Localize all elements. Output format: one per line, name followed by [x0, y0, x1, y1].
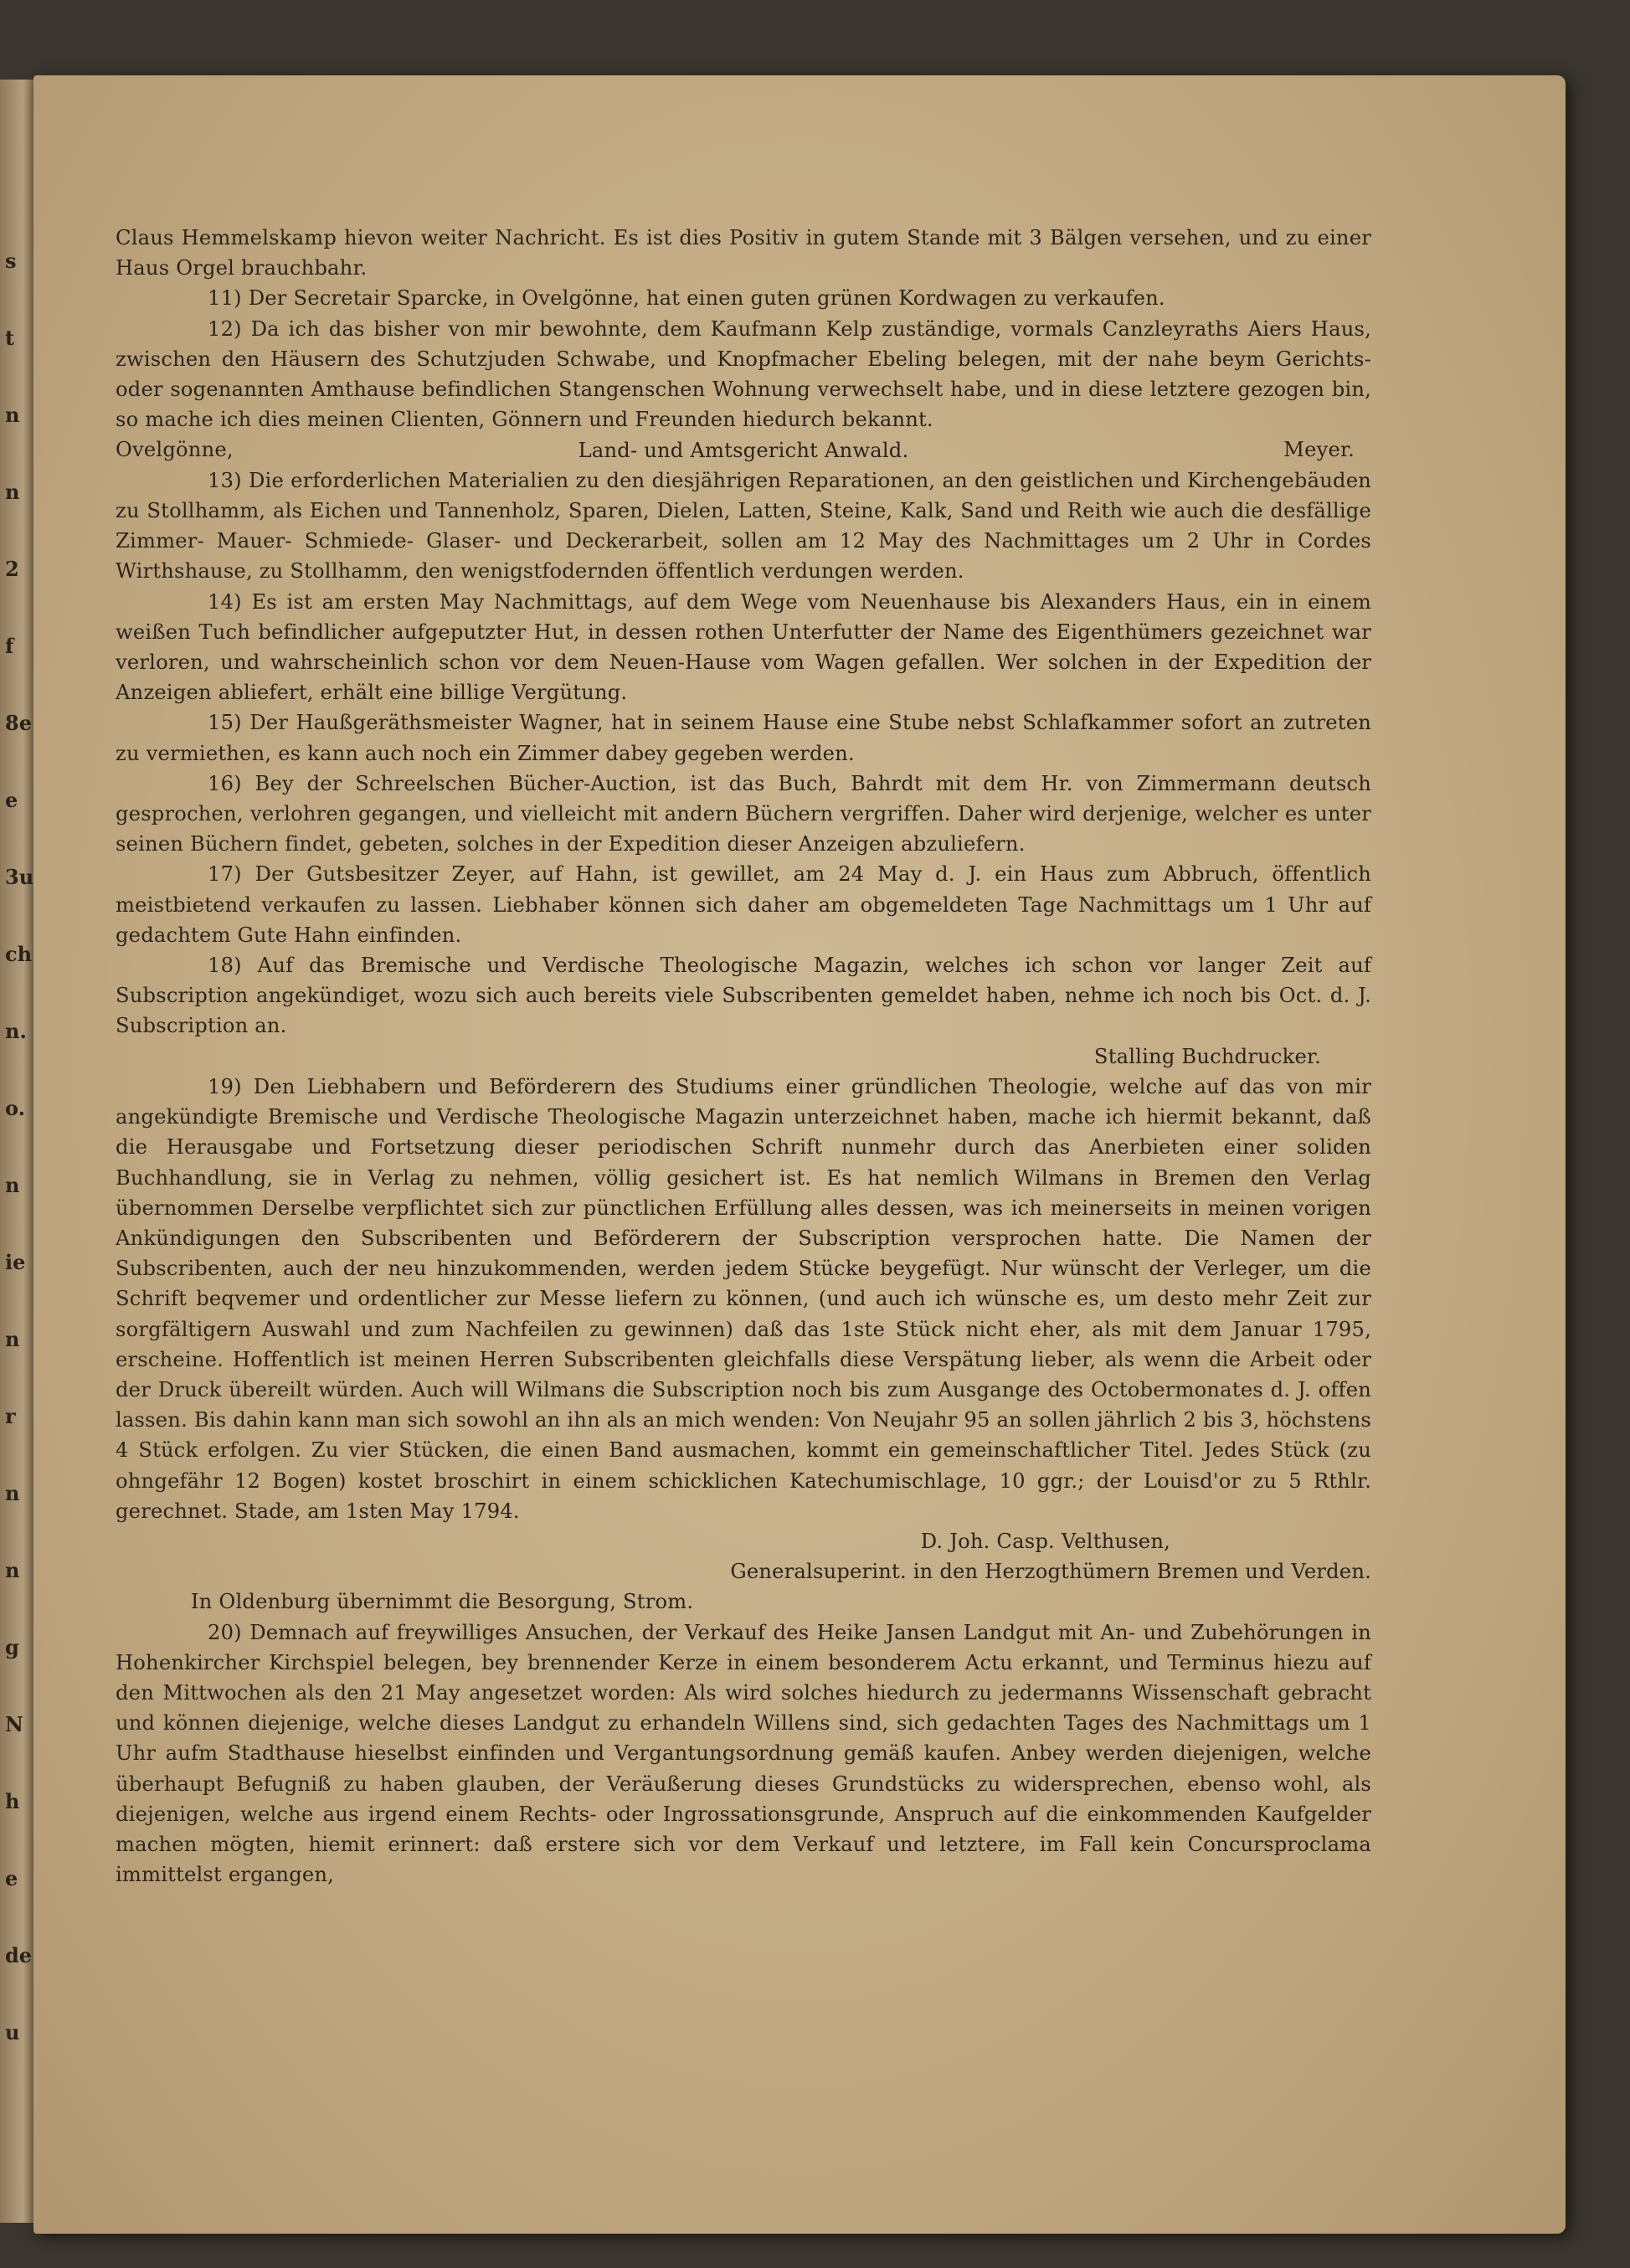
margin-fragment: f: [5, 634, 14, 658]
margin-fragment: h: [5, 1789, 20, 1813]
document-page: [33, 75, 1566, 2234]
margin-fragment: ie: [5, 1250, 26, 1274]
paragraph-19-oldenburg: In Oldenburg übernimmt die Besorgung, Strom.: [191, 1590, 694, 1614]
paragraph-19-signature-title: Generalsuperint. in den Herzogthümern Bremen und Verden.: [730, 1560, 1371, 1584]
margin-fragment: s: [5, 249, 17, 273]
margin-fragment: 3u: [5, 865, 33, 889]
paragraph-19: 19) Den Liebhabern und Beförderern des Studiums einer gründlichen Theologie, welche auf das von mir angekündigte Bremische und Verdische Theologische Magazin unterzeichnet haben, mache ich hiermit bekannt, daß die Herausgabe und Fortsetzung dieser periodischen Schrift nunmehr durch das Anerbieten einer soliden Buchhandlung, sie in Verlag zu nehmen, völlig gesichert ist. Es hat nemlich Wilmans in Bremen den Verlag übernommen Derselbe verpflichtet sich zur pünctlichen Erfüllung alles dessen, was ich meinerseits in meinen vorigen Ankündigungen den Subscribenten und Beförderern der Subscription versprochen hatte. Die Namen der Subscribenten, auch der neu hinzukommenden, werden jedem Stücke beygefügt. Nur wünscht der Verleger, um die Schrift beqvemer und ordentlicher zur Messe liefern zu können, (und auch ich wünsche es, um desto mehr Zeit zur sorgfältigern Auswahl und zum Nachfeilen zu gewinnen) daß das 1ste Stück nicht eher, als mit dem Januar 1795, erscheine. Hoffentlich ist meinen Herren Subscribenten gleichfalls diese Verspätung lieber, als wenn die Arbeit oder der Druck übereilt würden. Auch will Wilmans die Subscription noch bis zum Ausgange des Octobermonates d. J. offen lassen. Bis dahin kann man sich sowohl an ihn als an mich wenden: Von Neujahr 95 an sollen jährlich 2 bis 3, höchstens 4 Stück erfolgen. Zu vier Stücken, die einen Band ausmachen, kommt ein gemeinschaftlicher Titel. Jedes Stück (zu ohngefähr 12 Bogen) kostet broschirt in einem schicklichen Katechumischlage, 10 ggr.; der Louisd'or zu 5 Rthlr. gerechnet. Stade, am 1sten May 1794.: [116, 1074, 1371, 1523]
margin-fragment: o.: [5, 1096, 25, 1120]
margin-fragment: e: [5, 1866, 18, 1890]
signature-place: Ovelgönne,: [116, 438, 234, 462]
margin-fragment: N: [5, 1712, 23, 1736]
paragraph-10-continuation: Claus Hemmelskamp hievon weiter Nachricht. Es ist dies Positiv in gutem Stande mit 3 Bälgen versehen, und zu einer Haus Orgel brauchbahr.: [116, 226, 1371, 280]
paragraph-11: 11) Der Secretair Sparcke, in Ovelgönne, hat einen guten grünen Kordwagen zu verkaufen.: [208, 286, 1165, 311]
signature-name: Meyer.: [1283, 438, 1355, 462]
paragraph-14: 14) Es ist am ersten May Nachmittags, auf dem Wege vom Neuenhause bis Alexanders Haus, ein in einem weißen Tuch befindlicher aufgeputzter Hut, in dessen rothen Unterfutter der Name des Eigenthümers gezeichnet war verloren, und wahrscheinlich schon vor dem Neuen-Hause vom Wagen gefallen. Wer solchen in der Expedition der Anzeigen abliefert, erhält eine billige Vergütung.: [116, 589, 1371, 705]
paragraph-16: 16) Bey der Schreelschen Bücher-Auction, ist das Buch, Bahrdt mit dem Hr. von Zimmermann deutsch gesprochen, verlohren gegangen, und vielleicht mit andern Büchern vergriffen. Daher wird derjenige, welcher es unter seinen Büchern findet, gebeten, solches in der Expedition dieser Anzeigen abzuliefern.: [116, 771, 1371, 856]
margin-fragment: ch: [5, 942, 33, 966]
margin-fragment: 2: [5, 557, 19, 581]
paragraph-19-signature-name: D. Joh. Casp. Velthusen,: [920, 1529, 1170, 1553]
margin-fragment: n: [5, 480, 20, 504]
paragraph-18-signature: Stalling Buchdrucker.: [1093, 1044, 1321, 1068]
margin-fragment: n: [5, 1558, 20, 1582]
margin-fragment: n: [5, 403, 20, 427]
margin-fragment: n: [5, 1173, 20, 1197]
signature-title: Land- und Amtsgericht Anwald.: [578, 438, 909, 462]
left-page-edge: [0, 80, 33, 2223]
margin-fragment: n.: [5, 1019, 27, 1043]
page-text: [116, 223, 1371, 1890]
paragraph-13: 13) Die erforderlichen Materialien zu den diesjährigen Reparationen, an den geistlichen und Kirchengebäuden zu Stollhamm, als Eichen und Tannenholz, Sparen, Dielen, Latten, Steine, Kalk, Sand und Reith wie auch die desfällige Zimmer- Mauer- Schmiede- Glaser- und Deckerarbeit, sollen am 12 May des Nachmittages um 2 Uhr in Cordes Wirthshause, zu Stollhamm, den wenigstfodernden öffentlich verdungen werden.: [116, 468, 1371, 584]
margin-fragment: 8e: [5, 711, 32, 735]
paragraph-17: 17) Der Gutsbesitzer Zeyer, auf Hahn, ist gewillet, am 24 May d. J. ein Haus zum Abbruch, öffentlich meistbietend verkaufen zu lassen. Liebhaber können sich daher am obgemeldeten Tage Nachmittags um 1 Uhr auf gedachtem Gute Hahn einfinden.: [116, 862, 1371, 947]
margin-fragment: t: [5, 326, 15, 350]
paragraph-15: 15) Der Haußgeräthsmeister Wagner, hat in seinem Hause eine Stube nebst Schlafkammer sofort an zutreten zu vermiethen, es kann auch noch ein Zimmer dabey gegeben werden.: [116, 711, 1371, 765]
paragraph-12: 12) Da ich das bisher von mir bewohnte, dem Kaufmann Kelp zuständige, vormals Canzleyraths Aiers Haus, zwischen den Häusern des Schutzjuden Schwabe, und Knopfmacher Ebeling belegen, mit der nahe beym Gerichts- oder sogenannten Amthause befindlichen Stangenschen Wohnung verwechselt habe, und in diese letztere gezogen bin, so mache ich dies meinen Clienten, Gönnern und Freunden hiedurch bekannt.: [116, 316, 1371, 432]
margin-fragment: e: [5, 788, 18, 812]
margin-fragment: n: [5, 1327, 20, 1351]
margin-fragment: n: [5, 1481, 20, 1505]
margin-fragment: u: [5, 2020, 20, 2044]
margin-fragment: r: [5, 1404, 16, 1428]
paragraph-18: 18) Auf das Bremische und Verdische Theologische Magazin, welches ich schon vor langer Zeit auf Subscription angekündiget, wozu sich auch bereits viele Subscribenten gemeldet haben, nehme ich noch bis Oct. d. J. Subscription an.: [116, 954, 1371, 1038]
paragraph-20: 20) Demnach auf freywilliges Ansuchen, der Verkauf des Heike Jansen Landgut mit An- und Zubehörungen in Hohenkircher Kirchspiel belegen, bey brennender Kerze in einem besonderem Actu erkannt, und Terminus hiezu auf den Mittwochen als den 21 May angesetzet worden: Als wird solches hiedurch zu jedermanns Wissenschaft gebracht und können diejenige, welche dieses Landgut zu erhandeln Willens sind, sich gedachten Tages des Nachmittags um 1 Uhr aufm Stadthause hieselbst einfinden und Vergantungsordnung gemäß kaufen. Anbey werden diejenigen, welche überhaupt Befugniß zu haben glauben, der Veräußerung dieses Grundstücks zu widersprechen, ebenso wohl, als diejenigen, welche aus irgend einem Rechts- oder Ingrossationsgrunde, Anspruch auf die einkommenden Kaufgelder machen mögten, hiemit erinnert: daß erstere sich vor dem Verkauf und letztere, im Fall kein Concursproclama immittelst ergangen,: [116, 1620, 1371, 1887]
margin-fragment: g: [5, 1635, 19, 1659]
margin-fragment: de: [5, 1943, 33, 1967]
